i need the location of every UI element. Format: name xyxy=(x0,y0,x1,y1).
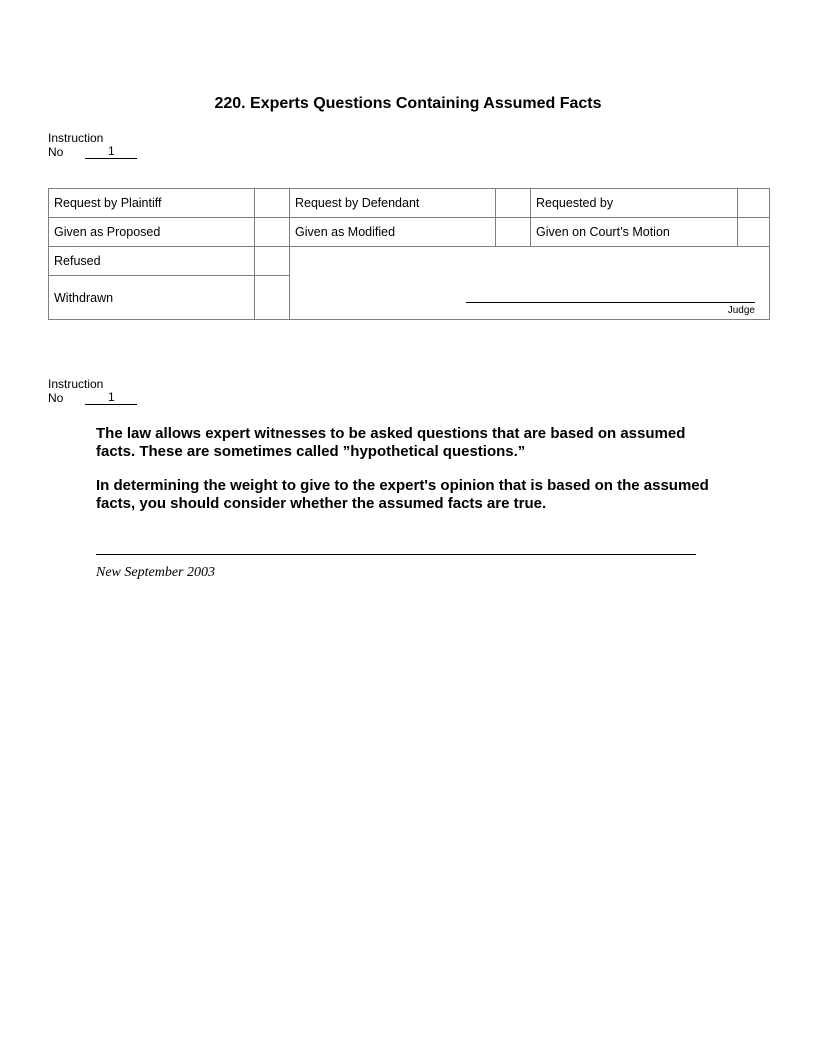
table-row xyxy=(49,189,770,218)
instruction-top xyxy=(48,131,137,159)
requested-by-label: Requested by xyxy=(531,189,738,218)
instruction-number-line xyxy=(48,145,137,159)
instruction-label: Instruction xyxy=(48,131,104,145)
instruction-paragraph: The law allows expert witnesses to be asked questions that are based on assumed facts. These are sometimes called ”hypothetical questions.” xyxy=(96,425,686,460)
judge-label: Judge xyxy=(727,305,755,316)
instruction-number: 1 xyxy=(85,145,137,159)
requested-by-checkbox[interactable] xyxy=(738,189,770,218)
instruction-number-line xyxy=(48,391,137,405)
table-row xyxy=(49,218,770,247)
request-by-plaintiff-checkbox[interactable] xyxy=(255,189,290,218)
instruction-bottom xyxy=(48,377,137,405)
judge-signature-area xyxy=(290,247,770,320)
request-by-plaintiff-label: Request by Plaintiff xyxy=(49,189,255,218)
given-as-modified-checkbox[interactable] xyxy=(496,218,531,247)
instruction-number: 1 xyxy=(85,391,137,405)
request-by-defendant-checkbox[interactable] xyxy=(496,189,531,218)
withdrawn-label: Withdrawn xyxy=(49,276,255,320)
page-title: 220. Experts Questions Containing Assumed Facts xyxy=(214,95,602,112)
instruction-no-label: No xyxy=(48,145,64,159)
given-on-courts-motion-checkbox[interactable] xyxy=(738,218,770,247)
instruction-body xyxy=(96,425,716,529)
revision-note: New September 2003 xyxy=(96,565,215,580)
table-row xyxy=(49,247,770,276)
judge-signature-line[interactable] xyxy=(466,302,755,303)
given-as-proposed-label: Given as Proposed xyxy=(49,218,255,247)
instruction-label: Instruction xyxy=(48,377,104,391)
request-by-defendant-label: Request by Defendant xyxy=(290,189,496,218)
refused-label: Refused xyxy=(49,247,255,276)
request-table xyxy=(48,188,770,320)
instruction-no-label: No xyxy=(48,391,64,405)
instruction-paragraph: In determining the weight to give to the expert's opinion that is based on the assumed facts, you should consider whether the assumed facts are true. xyxy=(96,477,709,512)
withdrawn-checkbox[interactable] xyxy=(255,276,290,320)
given-as-proposed-checkbox[interactable] xyxy=(255,218,290,247)
given-as-modified-label: Given as Modified xyxy=(290,218,496,247)
given-on-courts-motion-label: Given on Court’s Motion xyxy=(531,218,738,247)
divider xyxy=(96,554,696,555)
refused-checkbox[interactable] xyxy=(255,247,290,276)
